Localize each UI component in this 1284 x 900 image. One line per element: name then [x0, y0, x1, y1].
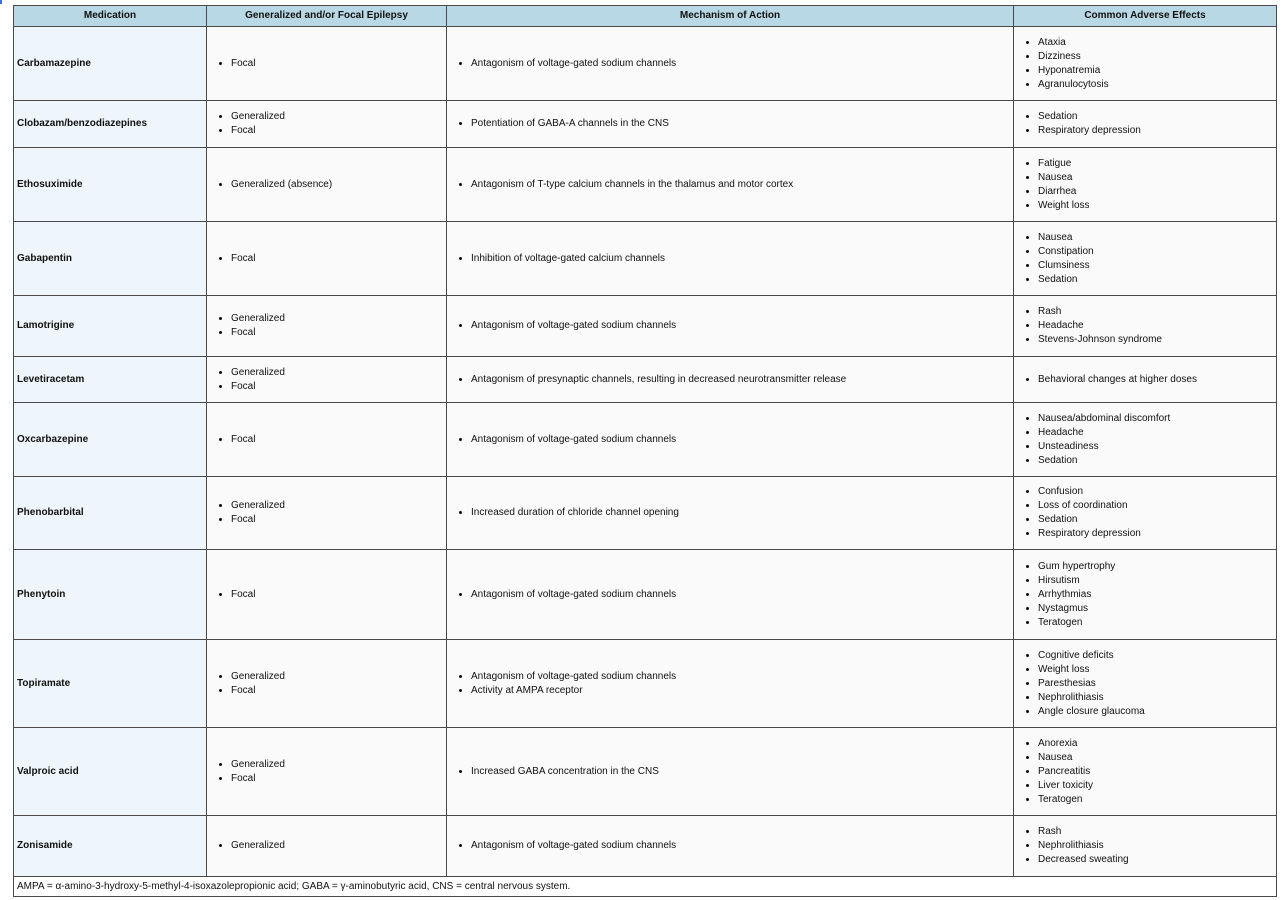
mechanism-cell	[447, 728, 1014, 816]
mechanism-item: • Antagonism of voltage-gated sodium channels	[471, 319, 1010, 333]
adverse-effect-item: • Sedation	[1038, 513, 1273, 527]
epilepsy-type-item: • Generalized	[231, 499, 443, 513]
table-row	[14, 816, 1277, 877]
mechanism-item: • Antagonism of T-type calcium channels in the thalamus and motor cortex	[471, 178, 1010, 192]
table-body	[14, 27, 1277, 877]
adverse-effects-cell	[1014, 477, 1277, 550]
medication-name: Phenytoin	[14, 550, 207, 640]
table-row	[14, 357, 1277, 403]
epilepsy-type-cell	[207, 27, 447, 101]
adverse-effect-item: • Nausea	[1038, 171, 1273, 185]
adverse-effect-item: • Nausea	[1038, 231, 1273, 245]
epilepsy-type-cell	[207, 550, 447, 640]
adverse-effects-cell-list	[1017, 157, 1273, 213]
table-row	[14, 477, 1277, 550]
table-row	[14, 222, 1277, 296]
epilepsy-type-item: • Generalized	[231, 110, 443, 124]
adverse-effects-cell	[1014, 148, 1277, 222]
mechanism-cell	[447, 640, 1014, 728]
medication-name: Phenobarbital	[14, 477, 207, 550]
mechanism-cell-list	[450, 506, 1010, 520]
mechanism-cell	[447, 403, 1014, 477]
adverse-effect-item: • Decreased sweating	[1038, 853, 1273, 867]
footnote-row	[14, 877, 1277, 897]
epilepsy-type-item: • Generalized	[231, 758, 443, 772]
adverse-effect-item: • Sedation	[1038, 454, 1273, 468]
adverse-effects-cell-list	[1017, 649, 1273, 719]
adverse-effect-item: • Behavioral changes at higher doses	[1038, 373, 1273, 387]
mechanism-cell-list	[450, 765, 1010, 779]
adverse-effect-item: • Loss of coordination	[1038, 499, 1273, 513]
medication-name: Oxcarbazepine	[14, 403, 207, 477]
mechanism-cell-list	[450, 433, 1010, 447]
mechanism-item: • Potentiation of GABA-A channels in the CNS	[471, 117, 1010, 131]
adverse-effect-item: • Unsteadiness	[1038, 440, 1273, 454]
adverse-effect-item: • Anorexia	[1038, 737, 1273, 751]
mechanism-item: • Antagonism of voltage-gated sodium channels	[471, 839, 1010, 853]
medication-name: Levetiracetam	[14, 357, 207, 403]
adverse-effects-cell-list	[1017, 373, 1273, 387]
adverse-effect-item: • Nystagmus	[1038, 602, 1273, 616]
adverse-effect-item: • Constipation	[1038, 245, 1273, 259]
medication-name: Gabapentin	[14, 222, 207, 296]
header-adverse-effects: Common Adverse Effects	[1014, 6, 1277, 27]
adverse-effect-item: • Pancreatitis	[1038, 765, 1273, 779]
adverse-effect-item: • Respiratory depression	[1038, 124, 1273, 138]
epilepsy-type-cell-list	[210, 758, 443, 786]
epilepsy-type-cell	[207, 403, 447, 477]
epilepsy-type-item: • Generalized	[231, 670, 443, 684]
epilepsy-type-item: • Focal	[231, 326, 443, 340]
epilepsy-type-item: • Generalized	[231, 839, 443, 853]
epilepsy-type-item: • Generalized	[231, 312, 443, 326]
adverse-effect-item: • Angle closure glaucoma	[1038, 705, 1273, 719]
table-row	[14, 550, 1277, 640]
adverse-effect-item: • Agranulocytosis	[1038, 78, 1273, 92]
epilepsy-type-item: • Focal	[231, 513, 443, 527]
epilepsy-type-cell-list	[210, 57, 443, 71]
epilepsy-type-cell-list	[210, 110, 443, 138]
medication-name: Topiramate	[14, 640, 207, 728]
adverse-effect-item: • Headache	[1038, 426, 1273, 440]
epilepsy-type-item: • Focal	[231, 252, 443, 266]
footnote: AMPA = α-amino-3-hydroxy-5-methyl-4-isoxazolepropionic acid; GABA = γ-aminobutyric acid, CNS = central nervous system.	[14, 877, 1277, 897]
mechanism-item: • Increased duration of chloride channel opening	[471, 506, 1010, 520]
mechanism-cell	[447, 357, 1014, 403]
adverse-effects-cell	[1014, 357, 1277, 403]
adverse-effects-cell-list	[1017, 485, 1273, 541]
mechanism-item: • Activity at AMPA receptor	[471, 684, 1010, 698]
adverse-effects-cell-list	[1017, 110, 1273, 138]
table-row	[14, 728, 1277, 816]
adverse-effect-item: • Rash	[1038, 825, 1273, 839]
corner-mark	[0, 0, 2, 4]
epilepsy-type-cell	[207, 148, 447, 222]
medication-name: Valproic acid	[14, 728, 207, 816]
medication-name: Clobazam/benzodiazepines	[14, 101, 207, 148]
mechanism-cell	[447, 148, 1014, 222]
adverse-effect-item: • Nephrolithiasis	[1038, 691, 1273, 705]
epilepsy-type-item: • Focal	[231, 588, 443, 602]
adverse-effects-cell-list	[1017, 305, 1273, 347]
adverse-effect-item: • Hyponatremia	[1038, 64, 1273, 78]
mechanism-item: • Antagonism of voltage-gated sodium channels	[471, 670, 1010, 684]
table-row	[14, 296, 1277, 357]
adverse-effect-item: • Fatigue	[1038, 157, 1273, 171]
epilepsy-type-item: • Generalized	[231, 366, 443, 380]
adverse-effect-item: • Cognitive deficits	[1038, 649, 1273, 663]
adverse-effect-item: • Paresthesias	[1038, 677, 1273, 691]
adverse-effect-item: • Hirsutism	[1038, 574, 1273, 588]
mechanism-cell-list	[450, 252, 1010, 266]
table-row	[14, 148, 1277, 222]
adverse-effect-item: • Sedation	[1038, 110, 1273, 124]
adverse-effect-item: • Rash	[1038, 305, 1273, 319]
mechanism-cell	[447, 101, 1014, 148]
epilepsy-type-cell-list	[210, 839, 443, 853]
mechanism-item: • Antagonism of voltage-gated sodium channels	[471, 588, 1010, 602]
adverse-effect-item: • Teratogen	[1038, 793, 1273, 807]
mechanism-cell-list	[450, 319, 1010, 333]
adverse-effect-item: • Nausea/abdominal discomfort	[1038, 412, 1273, 426]
epilepsy-type-cell	[207, 296, 447, 357]
mechanism-cell-list	[450, 373, 1010, 387]
header-medication: Medication	[14, 6, 207, 27]
mechanism-cell-list	[450, 117, 1010, 131]
table-row	[14, 640, 1277, 728]
table-row	[14, 403, 1277, 477]
epilepsy-type-item: • Focal	[231, 57, 443, 71]
epilepsy-type-cell-list	[210, 499, 443, 527]
adverse-effect-item: • Respiratory depression	[1038, 527, 1273, 541]
adverse-effect-item: • Sedation	[1038, 273, 1273, 287]
antiepileptic-drug-table	[13, 5, 1277, 897]
adverse-effect-item: • Nephrolithiasis	[1038, 839, 1273, 853]
epilepsy-type-item: • Focal	[231, 684, 443, 698]
adverse-effects-cell-list	[1017, 825, 1273, 867]
mechanism-item: • Increased GABA concentration in the CNS	[471, 765, 1010, 779]
header-epilepsy-type: Generalized and/or Focal Epilepsy	[207, 6, 447, 27]
medication-name: Zonisamide	[14, 816, 207, 877]
epilepsy-type-cell	[207, 728, 447, 816]
adverse-effects-cell-list	[1017, 560, 1273, 630]
adverse-effects-cell-list	[1017, 412, 1273, 468]
mechanism-cell-list	[450, 57, 1010, 71]
epilepsy-type-item: • Focal	[231, 433, 443, 447]
adverse-effects-cell	[1014, 403, 1277, 477]
adverse-effect-item: • Ataxia	[1038, 36, 1273, 50]
epilepsy-type-item: • Focal	[231, 772, 443, 786]
epilepsy-type-cell-list	[210, 312, 443, 340]
adverse-effect-item: • Diarrhea	[1038, 185, 1273, 199]
adverse-effect-item: • Liver toxicity	[1038, 779, 1273, 793]
header-mechanism: Mechanism of Action	[447, 6, 1014, 27]
adverse-effect-item: • Teratogen	[1038, 616, 1273, 630]
mechanism-item: • Antagonism of presynaptic channels, resulting in decreased neurotransmitter release	[471, 373, 1010, 387]
mechanism-cell-list	[450, 588, 1010, 602]
epilepsy-type-cell	[207, 357, 447, 403]
adverse-effects-cell-list	[1017, 231, 1273, 287]
mechanism-cell	[447, 816, 1014, 877]
adverse-effects-cell	[1014, 640, 1277, 728]
epilepsy-type-cell	[207, 816, 447, 877]
medication-name: Ethosuximide	[14, 148, 207, 222]
epilepsy-type-cell	[207, 640, 447, 728]
adverse-effects-cell	[1014, 550, 1277, 640]
mechanism-item: • Inhibition of voltage-gated calcium channels	[471, 252, 1010, 266]
adverse-effects-cell	[1014, 27, 1277, 101]
adverse-effect-item: • Arrhythmias	[1038, 588, 1273, 602]
epilepsy-type-cell-list	[210, 588, 443, 602]
mechanism-cell	[447, 222, 1014, 296]
header-row	[14, 6, 1277, 27]
medication-name: Carbamazepine	[14, 27, 207, 101]
table-row	[14, 27, 1277, 101]
mechanism-cell-list	[450, 839, 1010, 853]
table-row	[14, 101, 1277, 148]
epilepsy-type-cell	[207, 222, 447, 296]
adverse-effect-item: • Weight loss	[1038, 663, 1273, 677]
adverse-effect-item: • Nausea	[1038, 751, 1273, 765]
adverse-effect-item: • Headache	[1038, 319, 1273, 333]
adverse-effects-cell	[1014, 816, 1277, 877]
adverse-effect-item: • Stevens-Johnson syndrome	[1038, 333, 1273, 347]
adverse-effect-item: • Confusion	[1038, 485, 1273, 499]
mechanism-cell-list	[450, 178, 1010, 192]
mechanism-cell	[447, 477, 1014, 550]
mechanism-cell	[447, 296, 1014, 357]
medication-name: Lamotrigine	[14, 296, 207, 357]
adverse-effects-cell-list	[1017, 36, 1273, 92]
epilepsy-type-item: • Focal	[231, 380, 443, 394]
epilepsy-type-cell	[207, 477, 447, 550]
epilepsy-type-cell-list	[210, 366, 443, 394]
mechanism-cell	[447, 550, 1014, 640]
epilepsy-type-cell-list	[210, 433, 443, 447]
epilepsy-type-item: • Generalized (absence)	[231, 178, 443, 192]
adverse-effects-cell	[1014, 296, 1277, 357]
mechanism-cell	[447, 27, 1014, 101]
adverse-effects-cell	[1014, 728, 1277, 816]
adverse-effect-item: • Weight loss	[1038, 199, 1273, 213]
mechanism-item: • Antagonism of voltage-gated sodium channels	[471, 433, 1010, 447]
epilepsy-type-cell	[207, 101, 447, 148]
adverse-effects-cell	[1014, 222, 1277, 296]
adverse-effect-item: • Clumsiness	[1038, 259, 1273, 273]
adverse-effect-item: • Gum hypertrophy	[1038, 560, 1273, 574]
mechanism-item: • Antagonism of voltage-gated sodium channels	[471, 57, 1010, 71]
adverse-effect-item: • Dizziness	[1038, 50, 1273, 64]
adverse-effects-cell	[1014, 101, 1277, 148]
mechanism-cell-list	[450, 670, 1010, 698]
epilepsy-type-cell-list	[210, 178, 443, 192]
epilepsy-type-cell-list	[210, 252, 443, 266]
epilepsy-type-cell-list	[210, 670, 443, 698]
epilepsy-type-item: • Focal	[231, 124, 443, 138]
adverse-effects-cell-list	[1017, 737, 1273, 807]
